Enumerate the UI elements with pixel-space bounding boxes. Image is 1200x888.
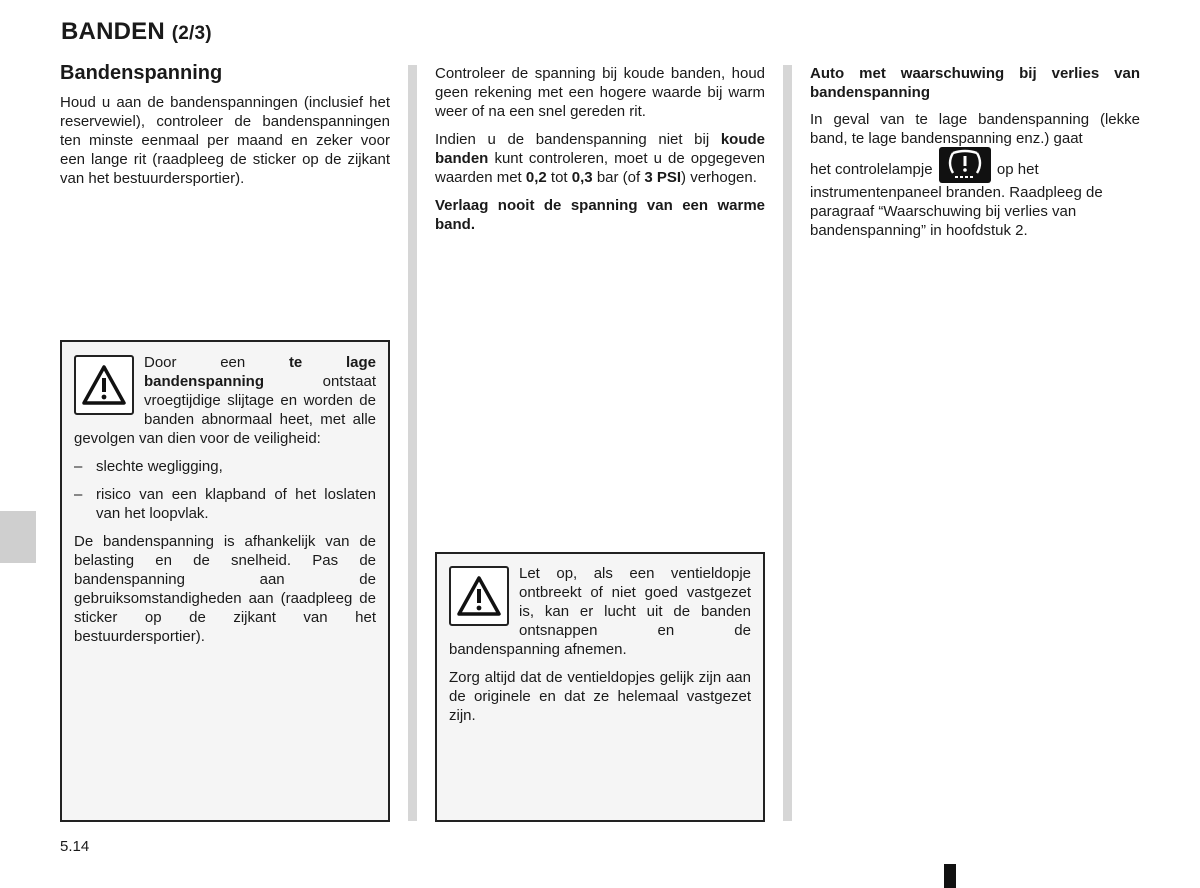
page-title bbox=[61, 18, 212, 46]
list-item bbox=[74, 485, 376, 523]
text-bold: 3 PSI bbox=[644, 169, 682, 186]
text-run: kunt controleren, moet u de opgegeven waarden met bbox=[435, 150, 766, 186]
chapter-tab bbox=[0, 511, 36, 563]
text-run: Indien u de bandenspanning niet bij bbox=[435, 131, 710, 148]
title-main: BANDEN bbox=[61, 18, 165, 45]
tire-pressure-warning-icon bbox=[939, 147, 991, 183]
section-heading: Bandenspanning bbox=[60, 62, 223, 84]
paragraph: Controleer de spanning bij koude banden, houd geen rekening met een hogere waarde bij warm weer of na een snel gereden rit. bbox=[435, 65, 765, 120]
column-divider-bar bbox=[408, 65, 417, 821]
list-item-text: risico van een klapband of het loslaten van het loopvlak. bbox=[96, 486, 376, 522]
dash-marker: – bbox=[74, 486, 83, 503]
warning-text: Zorg altijd dat de ventieldopjes gelijk zijn aan de originele en dat ze helemaal vastgezet zijn. bbox=[449, 669, 751, 724]
text-run: tot bbox=[550, 169, 568, 186]
column-divider-bar bbox=[783, 65, 792, 821]
page-number: 5.14 bbox=[60, 838, 90, 855]
column-middle bbox=[435, 64, 765, 243]
title-page-indicator: (2/3) bbox=[171, 23, 212, 44]
corner-mark bbox=[944, 864, 956, 888]
warning-emphasis: te lage bandenspanning bbox=[144, 354, 376, 390]
paragraph-bold: Verlaag nooit de spanning van een warme band. bbox=[435, 197, 765, 233]
warning-triangle-icon bbox=[74, 355, 134, 415]
warning-list bbox=[74, 457, 376, 523]
warning-intro: Door een bbox=[144, 354, 246, 371]
warning-box-tyre-pressure bbox=[60, 340, 390, 822]
paragraph bbox=[810, 157, 1140, 240]
text-run: op het instrumentenpaneel branden. Raadpleeg de paragraaf “Waarschuwing bij verlies van bandenspanning” in hoofdstuk 2. bbox=[810, 160, 1103, 239]
list-item bbox=[74, 457, 376, 476]
warning-text: Let op, als een ventieldopje ontbreekt of niet goed vastgezet is, kan er lucht uit de banden ontsnappen en de bandenspanning afnemen. bbox=[449, 565, 751, 658]
dash-marker: – bbox=[74, 458, 83, 475]
warning-box-valve-caps bbox=[435, 552, 765, 822]
text-bold: koude banden bbox=[435, 131, 765, 167]
text-run: bar (of bbox=[596, 169, 641, 186]
text-run: ) verhogen. bbox=[681, 169, 757, 186]
warning-footer: De bandenspanning is afhankelijk van de belasting en de snelheid. Pas de bandenspanning aan de gebruiksomstandigheden aan (raadpleeg de sticker op de zijkant van het bestuurdersportier). bbox=[74, 533, 376, 645]
column-right bbox=[810, 64, 1140, 249]
column-left bbox=[60, 64, 390, 197]
warning-triangle-icon bbox=[449, 566, 509, 626]
text-run: het controlelampje bbox=[810, 160, 933, 178]
text-bold: 0,2 bbox=[525, 169, 547, 186]
warning-rest: ontstaat vroegtijdige slijtage en worden de banden abnormaal heet, met alle gevolgen van dien voor de veiligheid: bbox=[74, 373, 376, 447]
text-bold: 0,3 bbox=[571, 169, 593, 186]
paragraph: In geval van te lage bandenspanning (lekke band, te lage bandenspanning enz.) gaat bbox=[810, 111, 1140, 147]
section-heading: Auto met waarschuwing bij verlies van bandenspanning bbox=[810, 65, 1140, 101]
paragraph bbox=[435, 130, 765, 187]
list-item-text: slechte wegligging, bbox=[96, 458, 223, 475]
paragraph: Houd u aan de bandenspanningen (inclusief het reservewiel), controleer de bandenspanningen ten minste eenmaal per maand en zeker voor een lange rit (raadpleeg de sticker op de zijkant van het bestuurdersportier). bbox=[60, 94, 390, 187]
